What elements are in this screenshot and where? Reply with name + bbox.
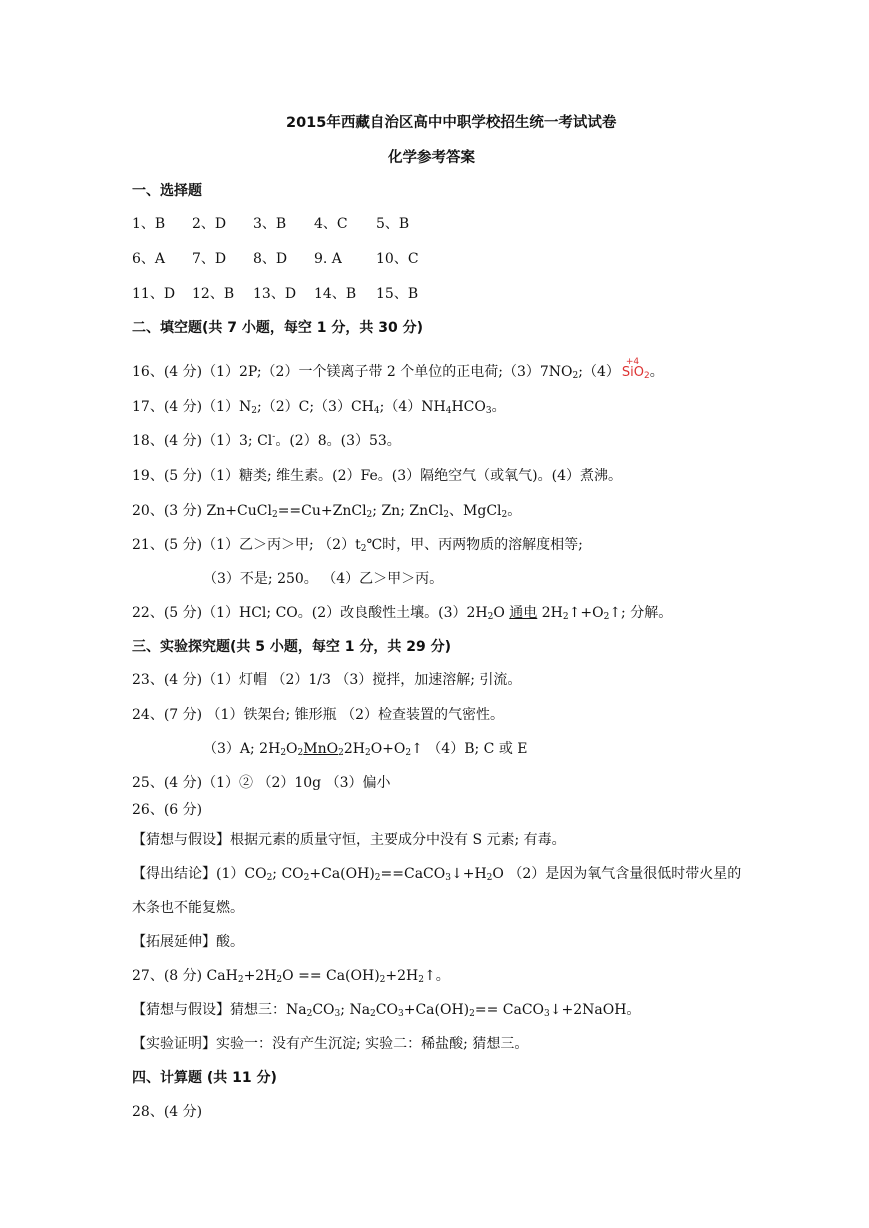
answer-row-1	[132, 215, 409, 233]
section-heading-calculation: 四、计算题 (共 11 分)	[132, 1070, 277, 1086]
answer-row-3	[132, 285, 418, 303]
section-heading-fill: 二、填空题(共 7 小题，每空 1 分，共 30 分)	[132, 320, 424, 336]
answer-26-extension: 【拓展延伸】酸。	[132, 934, 244, 950]
section-heading-experiment: 三、实验探究题(共 5 小题，每空 1 分，共 29 分)	[132, 639, 452, 655]
answer-27: 27、(8 分) $CaH_2+2H_2O$ == $Ca(OH)_2+2H_2↑$。	[132, 968, 450, 985]
answer-4: 4、C	[314, 216, 348, 232]
answer-9: 9. A	[314, 251, 342, 267]
answer-26-conclusion: 【得出结论】$(1)CO_2$; $CO_2+Ca(OH)_2==CaCO_3↓+H_2O$ （2）是因为氧气含量很低时带火星的	[132, 866, 742, 883]
answer-22: 22、(5 分)（1）HCl; CO。(2）改良酸性土壤。$(3)2H_2O$ 通电 $2H_2↑+O_2↑$; 分解。	[132, 605, 673, 622]
answer-24-cont: （3）A; $2H_2O_2MnO_22H_2O+O_2↑$ （4）B; C 或 E	[203, 741, 528, 758]
answer-21-cont: （3）不是; 250。 （4）乙＞甲＞丙。	[203, 571, 444, 587]
answer-26-conclusion-cont: 木条也不能复燃。	[132, 900, 244, 916]
answer-11: 11、D	[132, 286, 176, 302]
answer-13: 13、D	[253, 286, 297, 302]
answer-25: 25、(4 分)（1）② （2）10g （3）偏小	[132, 775, 391, 791]
answer-15: 15、B	[376, 286, 419, 302]
answer-21: 21、(5 分)（1）乙＞丙＞甲; $(2)t_2℃$时，甲、丙两物质的溶解度相等;	[132, 537, 583, 554]
document-subtitle: 化学参考答案	[388, 150, 475, 166]
answer-12: 12、B	[192, 286, 235, 302]
section-heading-choice: 一、选择题	[132, 183, 202, 199]
answer-2: 2、D	[192, 216, 227, 232]
answer-8: 8、D	[253, 251, 288, 267]
answer-27-proof: 【实验证明】实验一：没有产生沉淀; 实验二：稀盐酸; 猜想三。	[132, 1036, 529, 1052]
answer-10: 10、C	[376, 251, 419, 267]
answer-7: 7、D	[192, 251, 227, 267]
answer-26-hypothesis: 【猜想与假设】根据元素的质量守恒，主要成分中没有 S 元素; 有毒。	[132, 832, 566, 848]
answer-26: 26、(6 分)	[132, 802, 203, 818]
answer-27-hypothesis: 【猜想与假设】猜想三：$Na_2CO_3$; $Na_2CO_3+Ca(OH)_2==$ CaCO$_3$↓+2NaOH。	[132, 1002, 641, 1019]
answer-19: 19、(5 分)（1）糖类; 维生素。(2）Fe。(3）隔绝空气（或氧气)。(4）煮沸。	[132, 468, 622, 484]
answer-row-2	[132, 250, 419, 268]
answer-18: 18、(4 分)（1）3; Cl-。(2）8。(3）53。	[132, 432, 401, 449]
sio2-formula: +4 SiO$_2$	[621, 357, 650, 381]
answer-6: 6、A	[132, 251, 166, 267]
answer-3: 3、B	[253, 216, 287, 232]
answer-1: 1、B	[132, 216, 166, 232]
document-title: 2015年西藏自治区高中中职学校招生统一考试试卷	[286, 115, 617, 131]
answer-17: 17、(4 分)$(1)N_2;(2)C;(3)CH_4;(4)NH_4HCO_3$。	[132, 399, 506, 416]
answer-28: 28、(4 分)	[132, 1104, 203, 1120]
answer-24: 24、(7 分) （1）铁架台; 锥形瓶 （2）检查装置的气密性。	[132, 707, 504, 723]
answer-14: 14、B	[314, 286, 357, 302]
answer-5: 5、B	[376, 216, 410, 232]
answer-16: 16、(4 分)（1）2P;（2）一个镁离子带 2 个单位的正电荷$;(3)7NO_2;(4)$ +4 SiO$_2$。	[132, 357, 664, 381]
answer-23: 23、(4 分)（1）灯帽 （2）1/3 （3）搅拌，加速溶解; 引流。	[132, 672, 522, 688]
answer-20: 20、(3 分) Zn+CuCl$_2$==Cu+ZnCl$_2$; Zn; ZnCl$_2$、MgCl$_2$。	[132, 503, 522, 520]
